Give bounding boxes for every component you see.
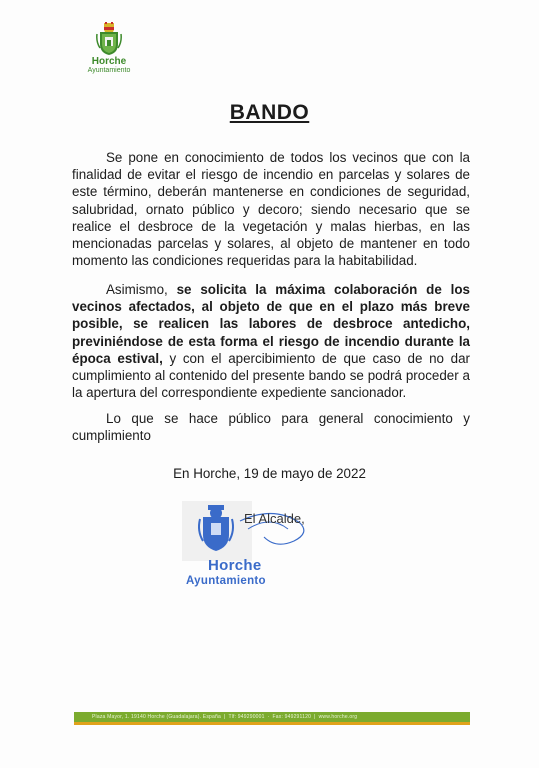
paragraph-1-text: Se pone en conocimiento de todos los vecinos que con la finalidad de evitar el riesgo de incendio en parcelas y solares de este término, deberán mantenerse en condiciones de seguridad, salubridad, ornato público y decoro; siendo necesario que se realice el desbroce de la vegetación y malas hierbas, en las mencionadas parcelas y solares, al objeto de mantener en todo momento las condiciones requeridas para la habitabilidad. <box>72 150 470 269</box>
paragraph-2-end: y con el apercibimiento de que caso de no dar cumplimiento al contenido del presente bando se podrá proceder a la apertura del correspondiente expediente sancionador. <box>72 350 470 401</box>
signature-stamp <box>178 499 328 594</box>
logo-name: Horche <box>91 56 127 67</box>
footer-stripe <box>74 722 470 725</box>
stamp-name: Horche <box>208 557 262 574</box>
paragraph-2-start: Asimismo, <box>106 282 177 297</box>
footer-phone: Tlf: 949290001 <box>228 714 265 720</box>
stamp-subtitle: Ayuntamiento <box>186 575 266 587</box>
footer-fax: Fax: 949291120 <box>272 714 312 720</box>
coat-of-arms-icon <box>96 22 122 56</box>
paragraph-2 <box>72 281 470 401</box>
footer-address: Plaza Mayor, 1. 19140 Horche (Guadalajara). España <box>92 714 221 720</box>
place-date: En Horche, 19 de mayo de 2022 <box>173 466 366 481</box>
paragraph-3 <box>72 410 470 444</box>
footer-web: www.horche.org <box>318 714 358 720</box>
paragraph-1 <box>72 149 470 269</box>
logo-subtitle: Ayuntamiento <box>87 67 131 74</box>
footer-contact: Plaza Mayor, 1. 19140 Horche (Guadalajara). España | Tlf: 949290001 · Fax: 949291120 | www.horche.org <box>74 712 470 722</box>
document-title: BANDO <box>229 101 310 124</box>
horche-logo <box>84 22 134 75</box>
paragraph-3-text: Lo que se hace público para general conocimiento y cumplimiento <box>72 411 470 444</box>
footer-band <box>74 712 470 725</box>
paragraph-2-bold: se solicita la máxima colaboración de los vecinos afectados, al objeto de que en el plazo más breve posible, se realicen las labores de desbroce antedicho, previniéndose de esta forma el riesgo de incendio durante la época estival, <box>72 282 470 366</box>
signature-label: El Alcalde, <box>244 511 305 526</box>
